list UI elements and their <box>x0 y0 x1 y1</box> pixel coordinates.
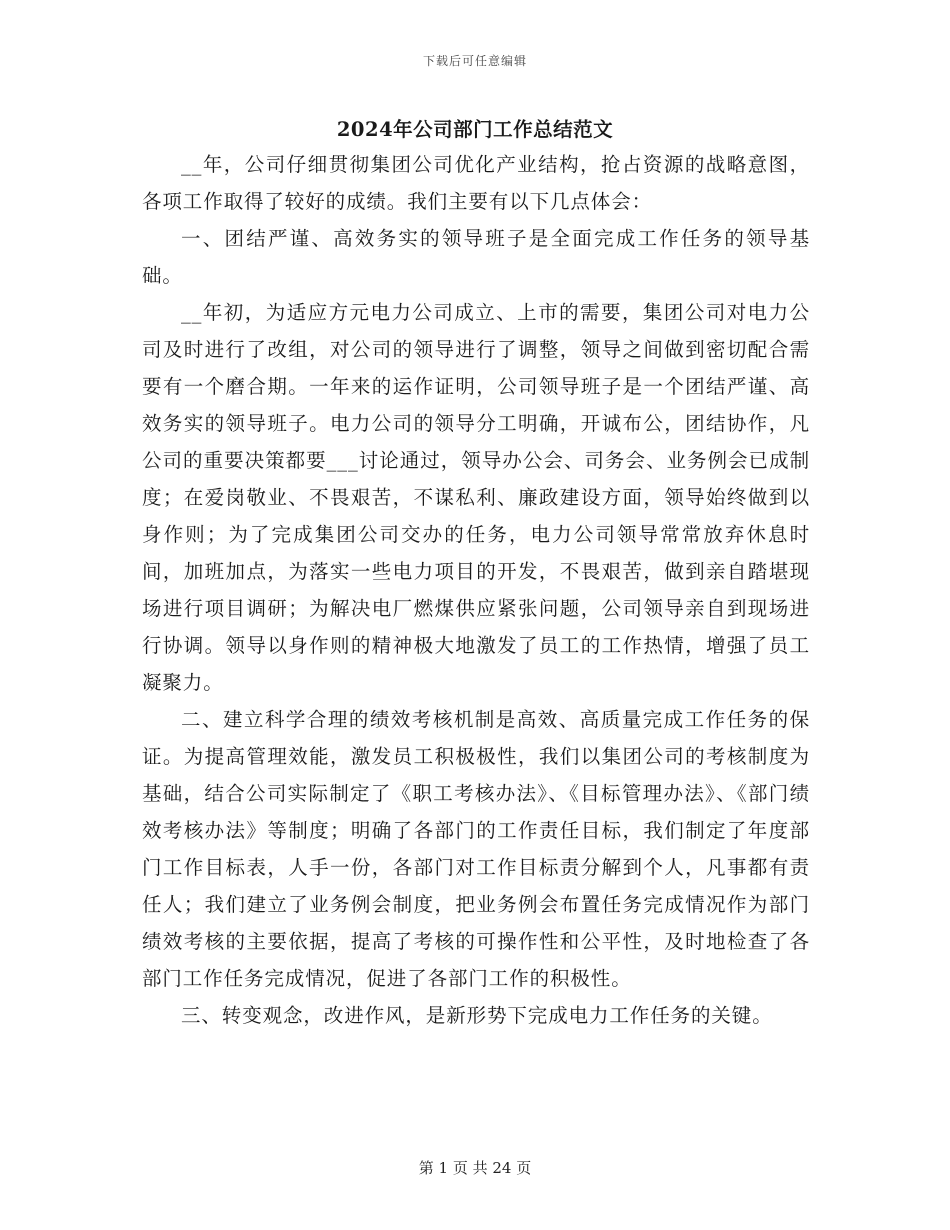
paragraph-point-2: 二、建立科学合理的绩效考核机制是高效、高质量完成工作任务的保证。为提高管理效能，激发员工积极极性，我们以集团公司的考核制度为基础，结合公司实际制定了《职工考核办法》、《目标管理办法》、《部门绩效考核办法》等制度；明确了各部门的工作责任目标，我们制定了年度部门工作目标表，人手一份，各部门对工作目标责分解到个人，凡事都有责任人；我们建立了业务例会制度，把业务例会布置任务完成情况作为部门绩效考核的主要依据，提高了考核的可操作性和公平性，及时地检查了各部门工作任务完成情况，促进了各部门工作的积极性。 <box>142 708 810 990</box>
paragraph-intro: __年，公司仔细贯彻集团公司优化产业结构，抢占资源的战略意图，各项工作取得了较好的成绩。我们主要有以下几点体会： <box>142 153 810 213</box>
paragraph-point-1-heading: 一、团结严谨、高效务实的领导班子是全面完成工作任务的领导基础。 <box>142 227 810 287</box>
document-body <box>142 146 810 1034</box>
paragraph-point-3-heading: 三、转变观念，改进作风，是新形势下完成电力工作任务的关键。 <box>181 1004 773 1027</box>
paragraph-point-1-body: __年初，为适应方元电力公司成立、上市的需要，集团公司对电力公司及时进行了改组，对公司的领导进行了调整，领导之间做到密切配合需要有一个磨合期。一年来的运作证明，公司领导班子是一个团结严谨、高效务实的领导班子。电力公司的领导分工明确，开诚布公，团结协作，凡公司的重要决策都要___讨论通过，领导办公会、司务会、业务例会已成制度；在爱岗敬业、不畏艰苦，不谋私利、廉政建设方面，领导始终做到以身作则；为了完成集团公司交办的任务，电力公司领导常常放弃休息时间，加班加点，为落实一些电力项目的开发，不畏艰苦，做到亲自踏堪现场进行项目调研；为解决电厂燃煤供应紧张问题，公司领导亲自到现场进行协调。领导以身作则的精神极大地激发了员工的工作热情，增强了员工凝聚力。 <box>142 301 810 694</box>
page-header-note: 下载后可任意编辑 <box>422 54 527 68</box>
document-title: 2024年公司部门工作总结范文 <box>336 118 614 141</box>
page-number: 第 1 页 共 24 页 <box>418 1159 532 1177</box>
